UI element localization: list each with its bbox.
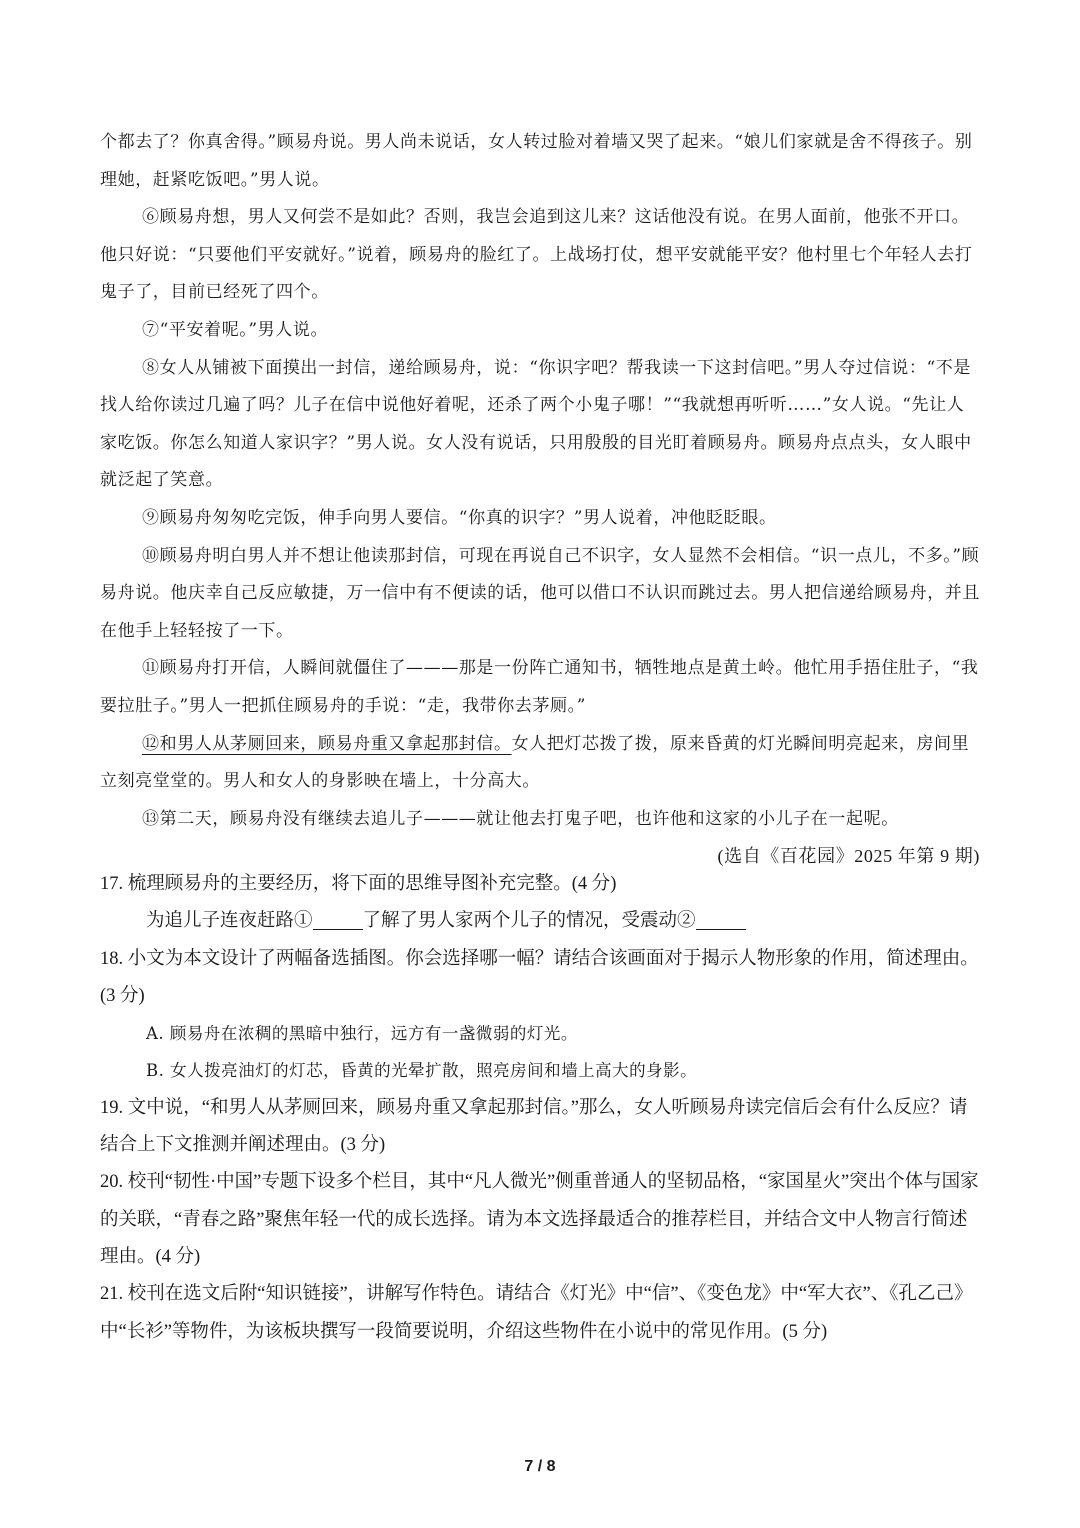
source-citation: (选自《百花园》2025 年第 9 期) bbox=[717, 846, 980, 867]
page-number: 7 / 8 bbox=[524, 1458, 556, 1475]
question-17-mindmap bbox=[100, 903, 980, 940]
question-19: 19. 文中说，“和男人从茅厕回来，顾易舟重又拿起那封信。”那么，女人听顾易舟读完信后会有什么反应？请结合上下文推测并阐述理由。(3 分) bbox=[100, 1097, 968, 1156]
question-18: 18. 小文为本文设计了两幅备选插图。你会选择哪一幅？请结合该画面对于揭示人物形象的作用，简述理由。(3 分) bbox=[100, 948, 979, 1006]
paragraph-8: ⑧女人从铺被下面摸出一封信，递给顾易舟，说：“你识字吧？帮我读一下这封信吧。”男人夺过信说：“不是找人给你读过几遍了吗？儿子在信中说他好着呢，还杀了两个小鬼子哪！”“我就想再听听……”女人说。“先让人家吃饭。你怎么知道人家识字？”男人说。女人没有说话，只用殷殷的目光盯着顾易舟。顾易舟点点头，女人眼中就泛起了笑意。 bbox=[100, 357, 972, 491]
answer-blank-2[interactable] bbox=[696, 911, 746, 931]
question-18-option-a: A. 顾易舟在浓稠的黑暗中独行，远方有一盏微弱的灯光。 bbox=[146, 1024, 578, 1044]
answer-blank-1[interactable] bbox=[313, 911, 363, 931]
story-text bbox=[100, 124, 980, 876]
question-18-option-b: B. 女人拨亮油灯的灯芯，昏黄的光晕扩散，照亮房间和墙上高大的身影。 bbox=[146, 1061, 698, 1081]
paragraph-9: ⑨顾易舟匆匆吃完饭，伸手向男人要信。“你真的识字？”男人说着，冲他眨眨眼。 bbox=[142, 507, 777, 528]
mindmap-part-1: 为追儿子连夜赶路① bbox=[146, 911, 313, 932]
mindmap-part-2: 了解了男人家两个儿子的情况，受震动② bbox=[362, 911, 696, 932]
question-21: 21. 校刊在选文后附“知识链接”，讲解写作特色。请结合《灯光》中“信”、《变色龙》中“军大衣”、《孔乙己》中“长衫”等物件，为该板块撰写一段简要说明，介绍这些物件在小说中的常见作用。(5 分) bbox=[100, 1284, 973, 1342]
paragraph-7: ⑦“平安着呢。”男人说。 bbox=[142, 319, 329, 340]
paragraph-13: ⑬第二天，顾易舟没有继续去追儿子———就让他去打鬼子吧，也许他和这家的小儿子在一起呢。 bbox=[142, 808, 899, 829]
paragraph-10: ⑩顾易舟明白男人并不想让他读那封信，可现在再说自己不识字，女人显然不会相信。“识一点儿，不多。”顾易舟说。他庆幸自己反应敏捷，万一信中有不便读的话，他可以借口不认识而跳过去。男人把信递给顾易舟，并且在他手上轻轻按了一下。 bbox=[100, 545, 980, 641]
paragraph-11: ⑪顾易舟打开信，人瞬间就僵住了———那是一份阵亡通知书，牺牲地点是黄土岭。他忙用手捂住肚子，“我要拉肚子。”男人一把抓住顾易舟的手说：“走，我带你去茅厕。” bbox=[100, 658, 979, 716]
paragraph-12 bbox=[100, 726, 980, 801]
question-17: 17. 梳理顾易舟的主要经历，将下面的思维导图补充完整。(4 分) bbox=[100, 874, 617, 894]
paragraph-6: ⑥顾易舟想，男人又何尝不是如此？否则，我岂会追到这儿来？这话他没有说。在男人面前，他张不开口。他只好说：“只要他们平安就好。”说着，顾易舟的脸红了。上战场打仗，想平安就能平安？他村里七个年轻人去打鬼子了，目前已经死了四个。 bbox=[100, 207, 973, 303]
underlined-sentence: ⑫和男人从茅厕回来，顾易舟重又拿起那封信。 bbox=[142, 733, 512, 754]
paragraph-5-continued: 个都去了？你真舍得。”顾易舟说。男人尚未说话，女人转过脸对着墙又哭了起来。“娘儿们家就是舍不得孩子。别理她，赶紧吃饭吧。”男人说。 bbox=[100, 132, 973, 190]
question-20: 20. 校刊“韧性·中国”专题下设多个栏目，其中“凡人微光”侧重普通人的坚韧品格，“家国星火”突出个体与国家的关联，“青春之路”聚焦年轻一代的成长选择。请为本文选择最适合的推荐栏目，并结合文中人物言行简述理由。(4 分) bbox=[100, 1172, 979, 1267]
questions-section bbox=[100, 866, 980, 1351]
paragraph-12-rest: 女人把灯芯拨了拨，原来昏黄的灯光瞬间明亮起来，房间里立刻亮堂堂的。男人和女人的身影映在墙上，十分高大。 bbox=[100, 733, 970, 792]
